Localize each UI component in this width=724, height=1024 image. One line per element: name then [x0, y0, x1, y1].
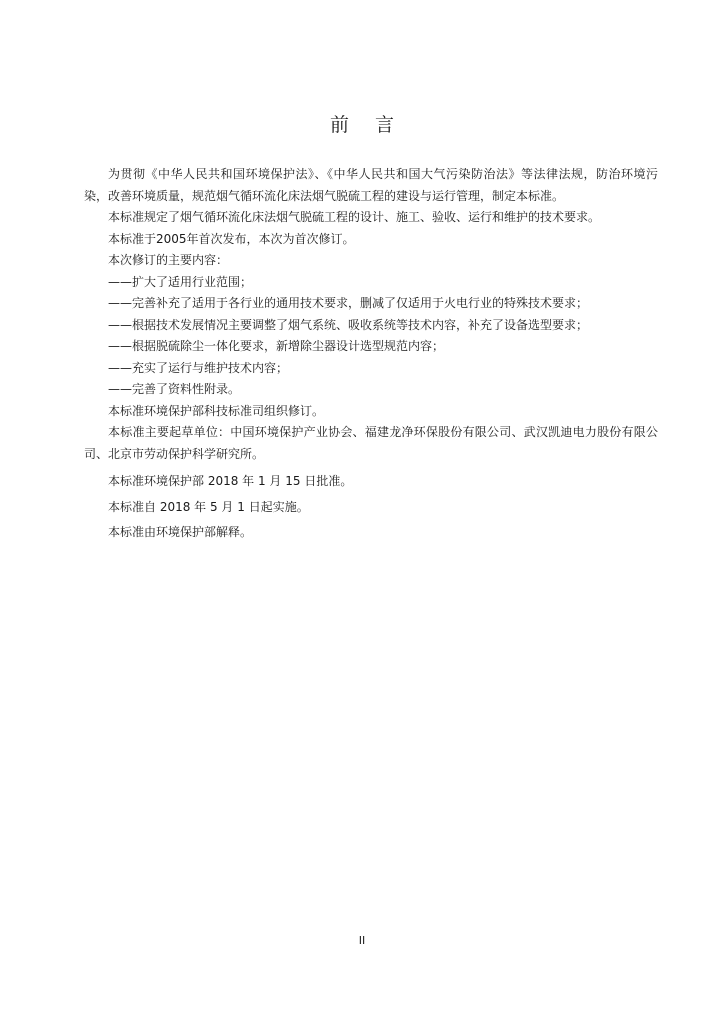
preface-body: [84, 164, 658, 544]
paragraph-organizer: 本标准环境保护部科技标准司组织修订。: [108, 403, 325, 418]
paragraph-drafting-units: 本标准主要起草单位：中国环境保护产业协会、福建龙净环保股份有限公司、武汉凯迪电力股份有限公司、北京市劳动保护科学研究所。: [84, 425, 658, 461]
revision-item: ——根据脱硫除尘一体化要求，新增除尘器设计选型规范内容；: [108, 339, 445, 353]
paragraph-purpose: 为贯彻《中华人民共和国环境保护法》、《中华人民共和国大气污染防治法》等法律法规，防治环境污染，改善环境质量，规范烟气循环流化床法烟气脱硫工程的建设与运行管理，制定本标准。: [84, 167, 658, 203]
page-number: II: [358, 934, 366, 947]
revision-item: ——扩大了适用行业范围；: [108, 274, 253, 289]
paragraph-interpretation: 本标准由环境保护部解释。: [108, 525, 253, 539]
paragraph-scope: 本标准规定了烟气循环流化床法烟气脱硫工程的设计、施工、验收、运行和维护的技术要求。: [108, 210, 601, 224]
paragraph-implementation: 本标准自 2018 年 5 月 1 日起实施。: [108, 499, 309, 514]
revision-item: ——完善了资料性附录。: [108, 382, 241, 396]
paragraph-revision-intro: 本次修订的主要内容：: [108, 253, 229, 267]
page-title: 前 言: [329, 114, 405, 136]
revision-item: ——完善补充了适用于各行业的通用技术要求，删减了仅适用于火电行业的特殊技术要求；: [108, 296, 589, 310]
revision-item: ——充实了运行与维护技术内容；: [108, 360, 289, 375]
revision-item: ——根据技术发展情况主要调整了烟气系统、吸收系统等技术内容，补充了设备选型要求；: [108, 317, 589, 332]
paragraph-history: 本标准于2005年首次发布，本次为首次修订。: [108, 231, 355, 246]
paragraph-approval: 本标准环境保护部 2018 年 1 月 15 日批准。: [108, 474, 353, 488]
